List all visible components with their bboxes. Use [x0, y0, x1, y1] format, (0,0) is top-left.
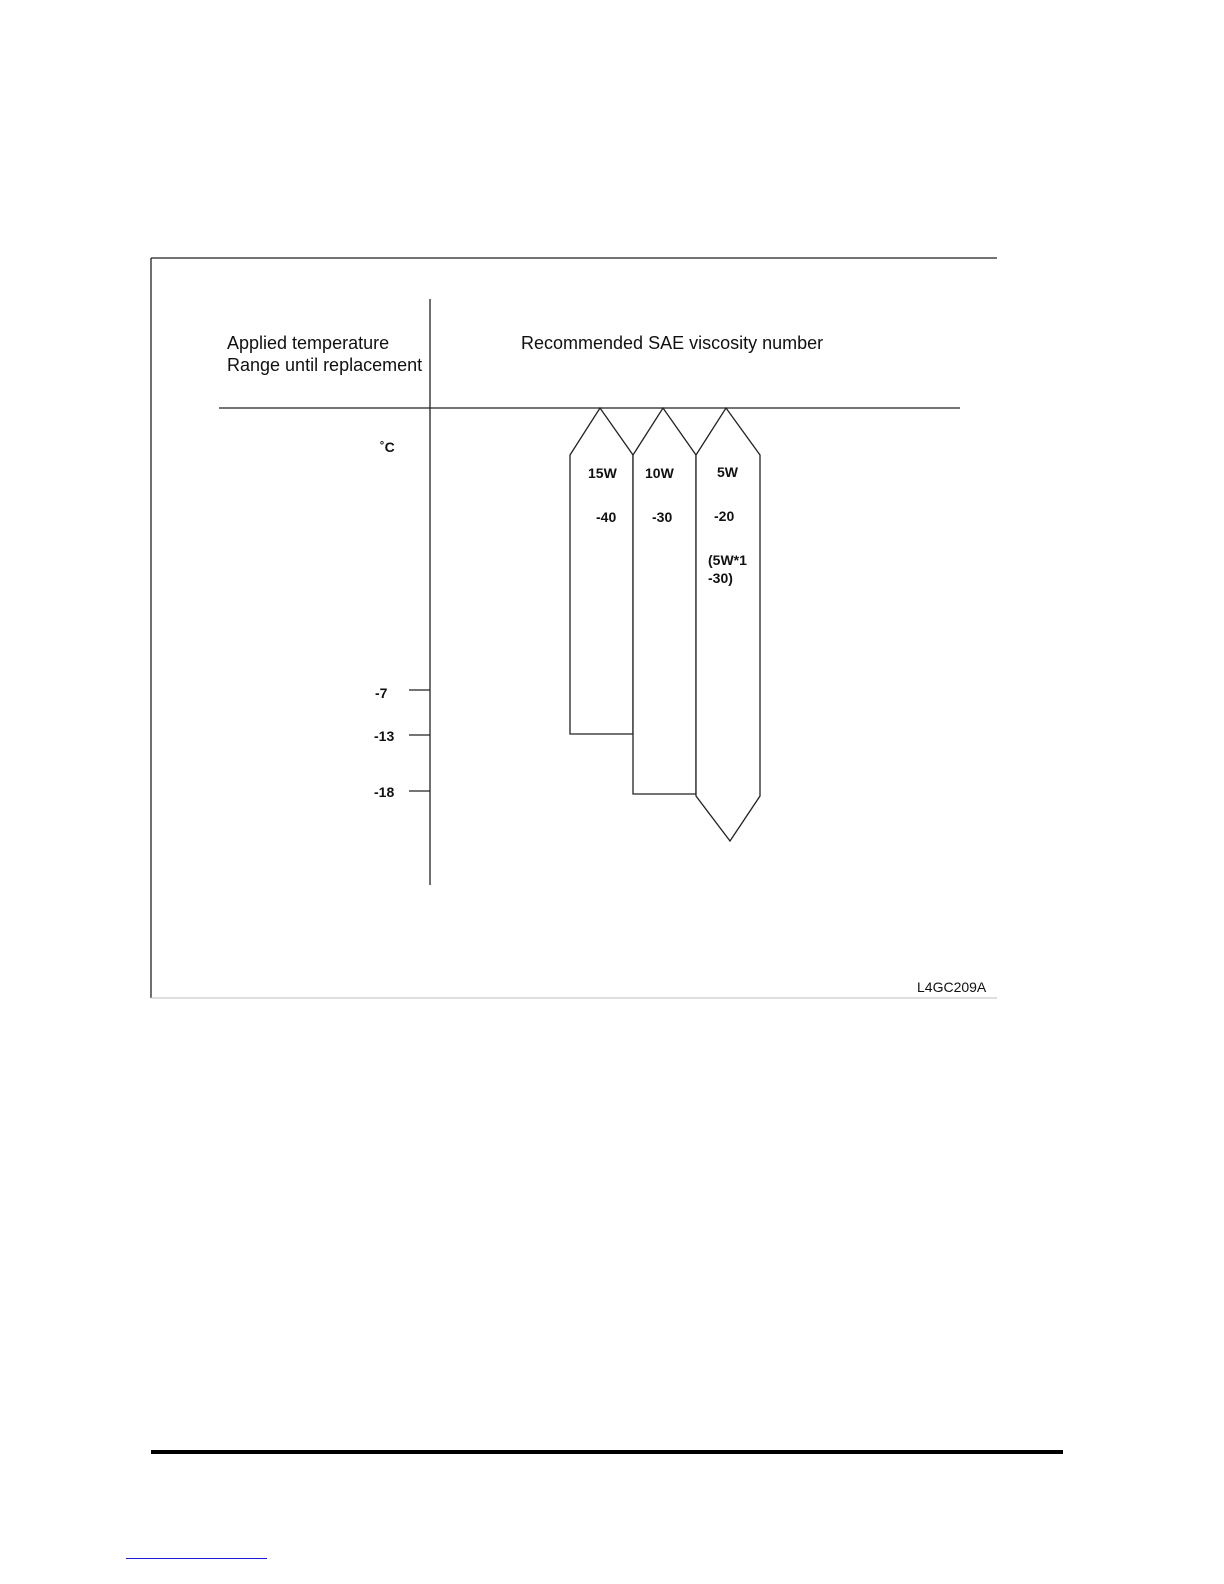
header-recommended-sae: Recommended SAE viscosity number — [521, 333, 824, 353]
footer-link-underline[interactable] — [126, 1558, 267, 1559]
grade-note-5w-line1: (5W*1 — [708, 552, 747, 568]
header-applied-temperature: Applied temperature — [227, 333, 390, 353]
grade-name-15w: 15W — [588, 465, 617, 481]
grade-name-10w: 10W — [645, 465, 674, 481]
tick-label-minus-13: -13 — [374, 728, 395, 744]
grade-note-5w-line2: -30) — [708, 570, 733, 586]
grade-arrow-15w — [570, 408, 633, 734]
unit-label-celsius: ˚C — [380, 439, 395, 455]
header-range-until-replacement: Range until replacement — [227, 355, 423, 375]
tick-label-minus-7: -7 — [375, 685, 388, 701]
grade-name-5w: 5W — [717, 464, 738, 480]
footer-rule — [151, 1450, 1063, 1454]
tick-label-minus-18: -18 — [374, 784, 395, 800]
grade-value-15w: -40 — [596, 509, 617, 525]
grade-value-10w: -30 — [652, 509, 673, 525]
grade-value-5w: -20 — [714, 508, 735, 524]
figure-id: L4GC209A — [917, 979, 987, 995]
